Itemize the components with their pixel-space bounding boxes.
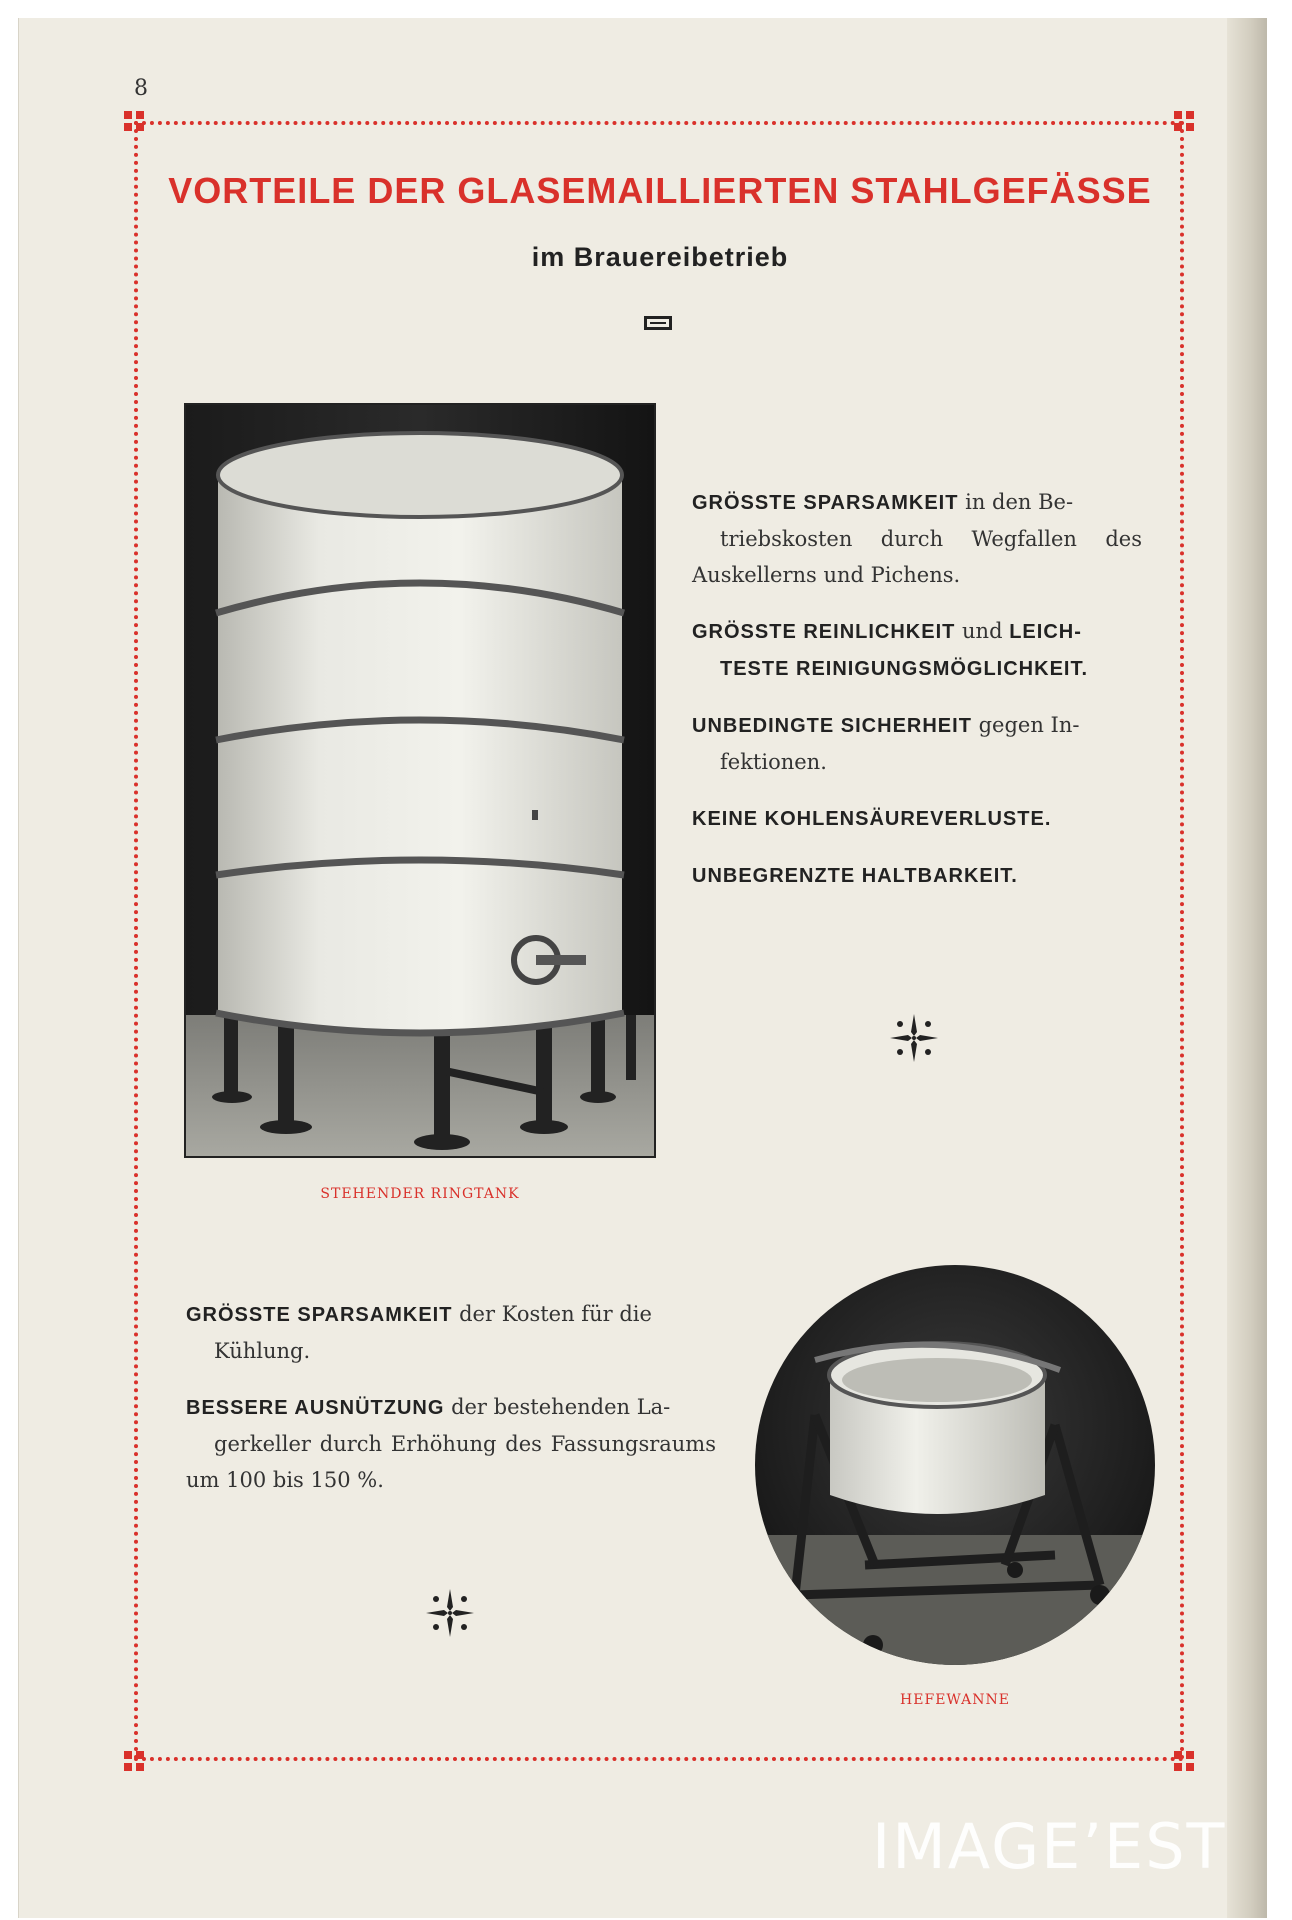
- advantage-text: der bestehenden La-: [444, 1395, 671, 1419]
- flower-ornament-icon: [422, 1585, 478, 1641]
- advantages-list-right: [692, 484, 1142, 914]
- advantage-item: [692, 707, 1142, 780]
- advantage-text: der Kosten für die: [452, 1302, 652, 1326]
- advantage-text: gegen In-: [971, 713, 1080, 737]
- advantage-keyword: UNBEGRENZTE HALTBARKEIT.: [692, 865, 1018, 887]
- advantage-text: in den Be-: [958, 490, 1074, 514]
- frame-corner-ornament: [1174, 111, 1194, 131]
- page-number: 8: [134, 76, 148, 101]
- advantage-text-continued: triebskosten durch Wegfallen des Auskellerns und Pichens.: [692, 527, 1142, 587]
- advantage-keyword: LEICH-: [1009, 621, 1082, 643]
- page-title: VORTEILE DER GLASEMAILLIERTEN STAHLGEFÄSSE: [168, 170, 1152, 211]
- hefewanne-caption: HEFEWANNE: [900, 1692, 1010, 1708]
- advantage-item: [186, 1296, 716, 1369]
- advantage-keyword: BESSERE AUSNÜTZUNG: [186, 1397, 445, 1419]
- advantage-item: [692, 613, 1142, 687]
- title-ornament-icon: [644, 316, 672, 330]
- advantage-keyword: GRÖSSTE SPARSAMKEIT: [186, 1304, 453, 1326]
- advantage-keyword-continued: TESTE REINIGUNGSMÖGLICHKEIT.: [720, 658, 1089, 680]
- watermark: IMAGE’EST: [872, 1810, 1227, 1883]
- binding-fold: [1227, 18, 1267, 1918]
- advantage-keyword: GRÖSSTE REINLICHKEIT: [692, 621, 956, 643]
- advantage-text-continued: fektionen.: [720, 750, 827, 774]
- frame-corner-ornament: [124, 1751, 144, 1771]
- advantage-item: [692, 800, 1142, 837]
- flower-ornament-icon: [886, 1010, 942, 1066]
- advantage-text: und: [955, 619, 1010, 643]
- frame-corner-ornament: [124, 111, 144, 131]
- page-subtitle: im Brauereibetrieb: [531, 242, 789, 272]
- ringtank-caption: STEHENDER RINGTANK: [320, 1186, 520, 1202]
- advantage-keyword: KEINE KOHLENSÄUREVERLUSTE.: [692, 808, 1052, 830]
- advantage-item: [692, 857, 1142, 894]
- advantage-keyword: GRÖSSTE SPARSAMKEIT: [692, 492, 959, 514]
- advantage-keyword: UNBEDINGTE SICHERHEIT: [692, 715, 972, 737]
- hefewanne-photo: [755, 1265, 1155, 1665]
- ringtank-photo: [184, 403, 656, 1158]
- advantage-item: [186, 1389, 716, 1498]
- advantage-text-continued: Kühlung.: [214, 1339, 311, 1363]
- frame-corner-ornament: [1174, 1751, 1194, 1771]
- advantage-text-continued: gerkeller durch Erhöhung des Fassungsraums um 100 bis 150 %.: [186, 1432, 716, 1492]
- advantages-list-left: [186, 1296, 716, 1518]
- advantage-item: [692, 484, 1142, 593]
